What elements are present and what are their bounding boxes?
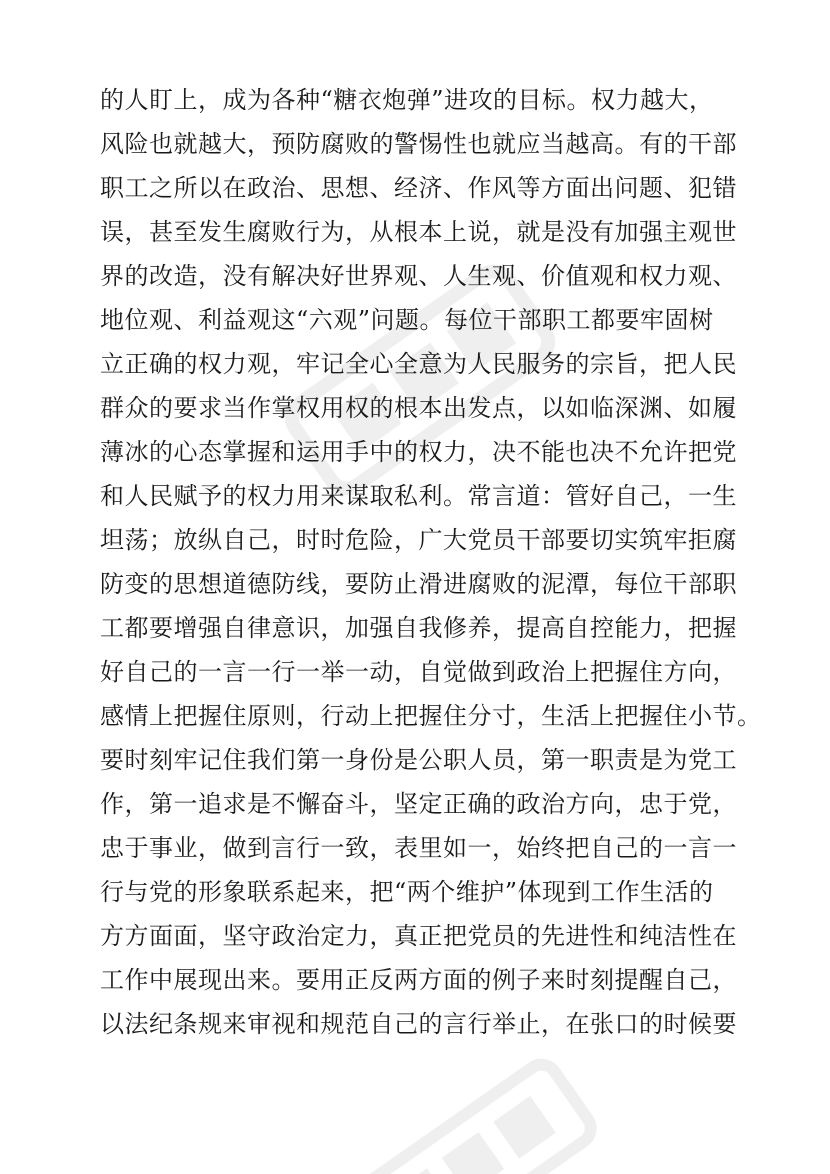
text-line: 立正确的权力观，牢记全心全意为人民服务的宗旨，把人民 xyxy=(100,350,737,378)
text-line: 工都要增强自律意识，加强自我修养，提高自控能力，把握 xyxy=(100,614,737,642)
text-line: 坦荡；放纵自己，时时危险，广大党员干部要切实筑牢拒腐 xyxy=(100,526,737,554)
text-line: 群众的要求当作掌权用权的根本出发点，以如临深渊、如履 xyxy=(100,394,737,422)
text-line: 防变的思想道德防线，要防止滑进腐败的泥潭，每位干部职 xyxy=(100,570,737,598)
text-line: 方方面面，坚守政治定力，真正把党员的先进性和纯洁性在 xyxy=(100,922,737,950)
text-line: 要时刻牢记住我们第一身份是公职人员，第一职责是为党工 xyxy=(100,746,737,774)
text-line: 以法纪条规来审视和规范自己的言行举止，在张口的时候要 xyxy=(100,1010,737,1038)
text-line: 界的改造，没有解决好世界观、人生观、价值观和权力观、 xyxy=(100,262,737,290)
text-line: 职工之所以在政治、思想、经济、作风等方面出问题、犯错 xyxy=(100,174,737,202)
text-line: 工作中展现出来。要用正反两方面的例子来时刻提醒自己， xyxy=(100,966,737,994)
text-line: 感情上把握住原则，行动上把握住分寸，生活上把握住小节。 xyxy=(100,702,762,730)
body-paragraph xyxy=(100,78,762,1046)
text-line: 薄冰的心态掌握和运用手中的权力，决不能也决不允许把党 xyxy=(100,438,737,466)
text-line: 地位观、利益观这“六观”问题。每位干部职工都要牢固树 xyxy=(100,306,714,334)
text-line: 好自己的一言一行一举一动，自觉做到政治上把握住方向， xyxy=(100,658,737,686)
text-line: 和人民赋予的权力用来谋取私利。常言道：管好自己，一生 xyxy=(100,482,737,510)
text-line: 行与党的形象联系起来，把“两个维护”体现到工作生活的 xyxy=(100,878,714,906)
text-line: 作，第一追求是不懈奋斗，坚定正确的政治方向，忠于党， xyxy=(100,790,737,818)
watermark-icon xyxy=(320,1040,620,1174)
text-line: 误，甚至发生腐败行为，从根本上说，就是没有加强主观世 xyxy=(100,218,737,246)
text-line: 风险也就越大，预防腐败的警惕性也就应当越高。有的干部 xyxy=(100,130,737,158)
text-line: 的人盯上，成为各种“糖衣炮弹”进攻的目标。权力越大， xyxy=(100,86,714,114)
text-line: 忠于事业，做到言行一致，表里如一，始终把自己的一言一 xyxy=(100,834,737,862)
